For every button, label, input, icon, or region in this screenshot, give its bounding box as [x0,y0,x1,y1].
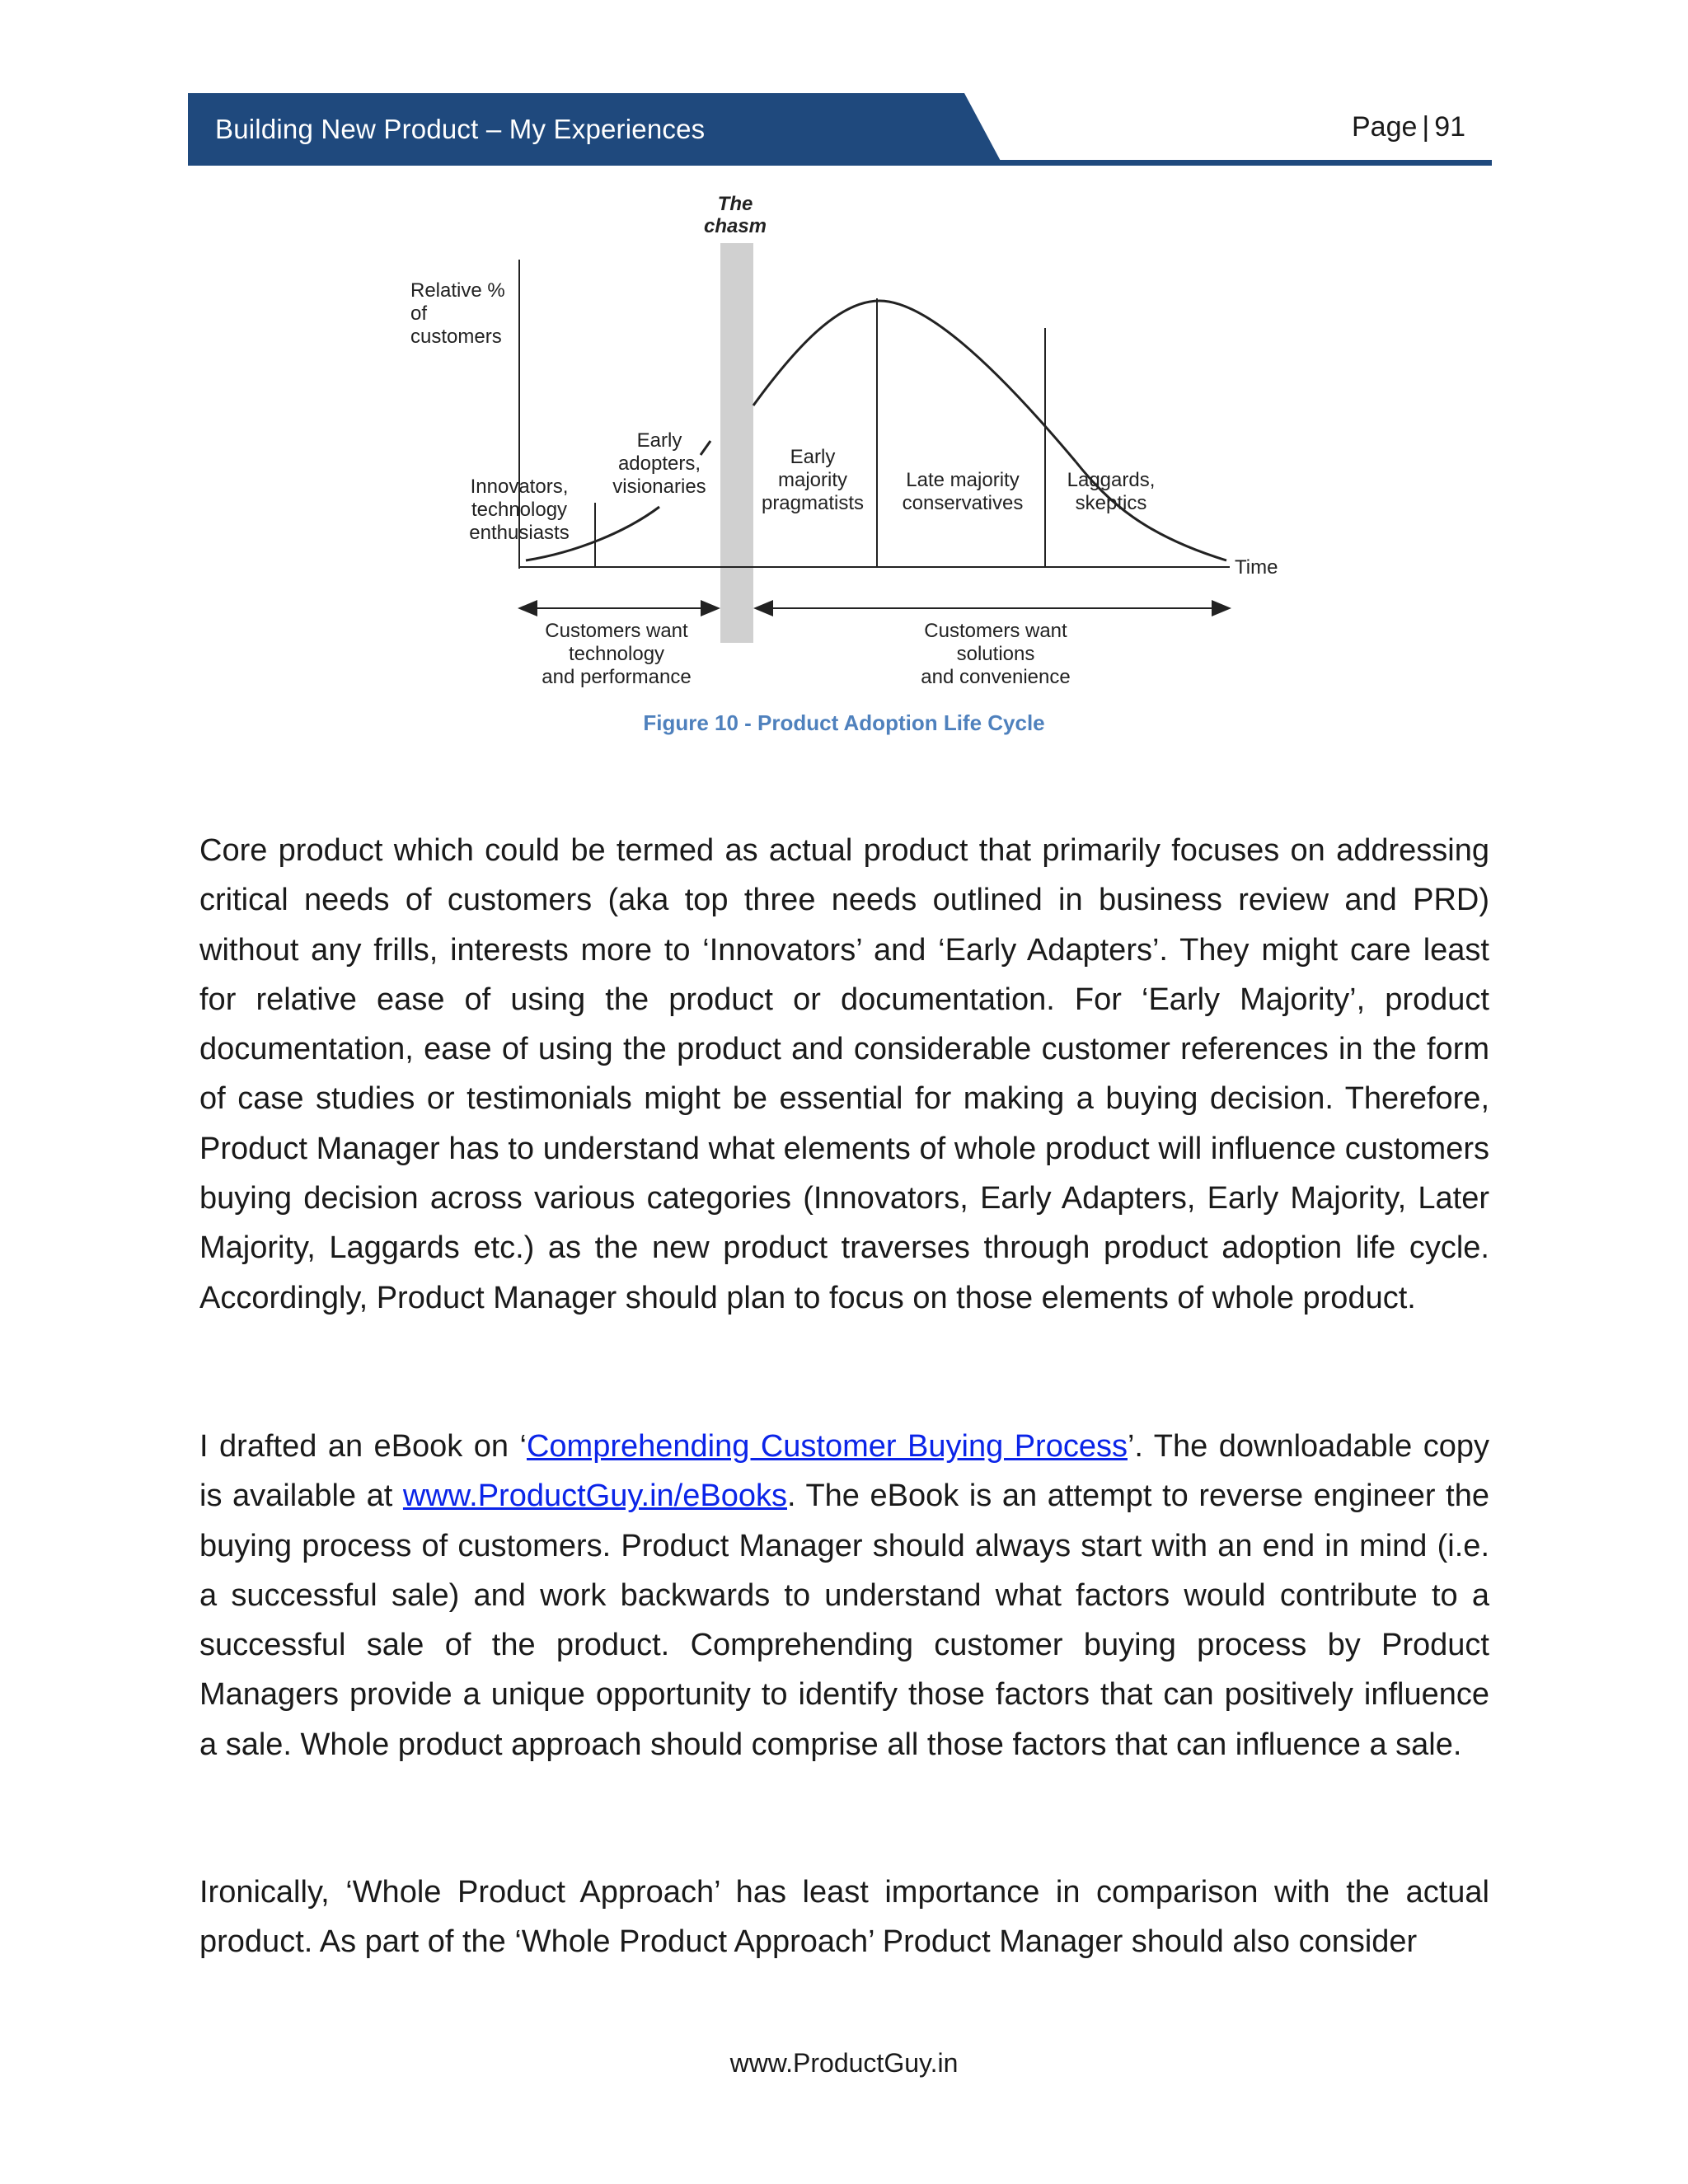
curve-main [753,301,1076,462]
segment-early-adopters-line3: visionaries [612,476,706,498]
figure-caption: Figure 10 - Product Adoption Life Cycle [643,710,1045,735]
paragraph-2-end: . The eBook is an attempt to reverse engineer the buying process of customers. Product Manager should always start with an end in mind (i.e. a successful sale) and work backwards to understand what factors would contribute to a successful sale of the product. Comprehending customer buying process by Product Managers provide a unique opportunity to identify those factors that can positively influence a sale. Whole product approach should comprise all those factors that can influence a sale. [199,1479,1489,1762]
segment-laggards-line2: skeptics [1075,492,1147,514]
page-label: Page [1352,111,1418,143]
ebook-title-link[interactable]: Comprehending Customer Buying Process [526,1429,1128,1464]
footer-url: www.ProductGuy.in [729,2048,959,2078]
left-arrow-label-line1: Customers want [545,620,688,642]
segment-innovators-line2: technology [471,499,568,521]
segment-early-adopters-line2: adopters, [617,452,701,475]
segment-late-majority-line1: Late majority [906,469,1020,491]
paragraph-1: Core product which could be termed as actual product that primarily focuses on addressing critical needs of customers (aka top three needs outlined in business review and PRD) without any frills, interests more to ‘Innovators’ and ‘Early Adapters’. They might care least for relative ease of using the product or documentation. For ‘Early Majority’, product documentation, ease of using the product and considerable customer references in the form of case studies or testimonials might be essential for making a buying decision. Therefore, Product Manager has to understand what elements of whole product will influence customers buying decision across various categories (Innovators, Early Adapters, Early Majority, Later Majority, Laggards etc.) as the new product traverses through product adoption life cycle. Accordingly, Product Manager should plan to focus on those elements of whole product. [199,833,1489,1315]
right-arrow-label-line3: and convenience [921,666,1071,688]
header-title: Building New Product – My Experiences [215,114,706,144]
paragraph-2-mid: ’. The downloadable copy is available at [199,1429,1490,1514]
x-label: Time [1235,556,1278,579]
curve-left-stub [701,441,710,455]
segment-late-majority-line2: conservatives [902,492,1024,514]
paragraph-2-start: I drafted an eBook on ‘ [199,1429,527,1464]
page-number: Page | 91 [1352,111,1466,143]
left-arrow-label-line2: technology [568,643,665,665]
chasm-label-line1: The [717,193,753,215]
segment-early-majority-line2: majority [777,469,848,491]
segment-innovators-line1: Innovators, [470,476,569,498]
y-label-line3: customers [410,326,502,348]
page-number-value: 91 [1434,111,1466,143]
chasm-bar [720,243,753,643]
paragraph-3: Ironically, ‘Whole Product Approach’ has least importance in comparison with the actual product. As part of the ‘Whole Product Approach’ Product Manager should also consider [199,1875,1489,1960]
y-label-line2: of [410,302,428,325]
segment-early-majority-line3: pragmatists [761,492,865,514]
paragraph-2 [199,1422,1489,1769]
ebooks-url-link[interactable]: www.ProductGuy.in/eBooks [402,1479,787,1514]
chasm-label-line2: chasm [703,215,767,237]
segment-early-majority-line1: Early [790,446,836,468]
adoption-lifecycle-diagram [363,190,1327,701]
right-arrow-label-line1: Customers want [924,620,1067,642]
adoption-lifecycle-figure [363,190,1327,701]
right-arrow-label-line2: solutions [956,643,1035,665]
segment-innovators-line3: enthusiasts [469,522,570,544]
segment-laggards-line1: Laggards, [1067,469,1156,491]
left-arrow-label-line3: and performance [542,666,692,688]
y-label-line1: Relative % [410,279,505,302]
header-rule [188,160,1492,166]
segment-early-adopters-line1: Early [636,429,682,452]
